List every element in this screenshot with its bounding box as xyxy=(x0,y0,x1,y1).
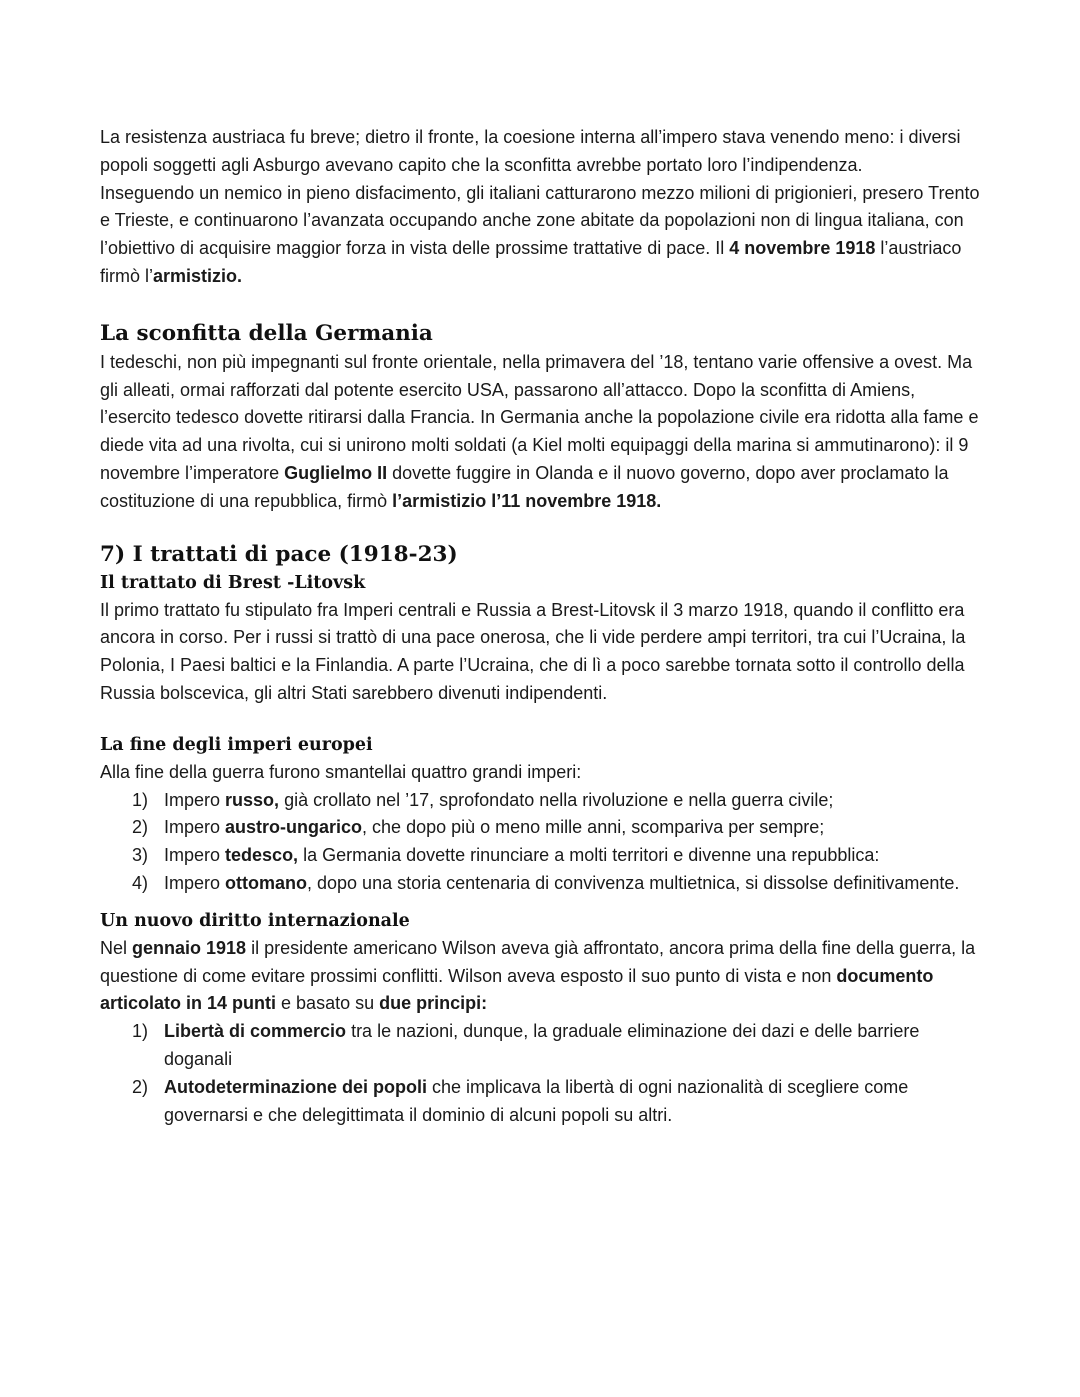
list-item: 2) Impero austro-ungarico, che dopo più o meno mille anni, scompariva per sempre; xyxy=(132,817,825,838)
list-principles xyxy=(100,1018,990,1129)
list-item: 3) Impero tedesco, la Germania dovette rinunciare a molti territori e divenne una repubblica: xyxy=(132,845,880,866)
bold-armistice-date: l’armistizio l’11 novembre 1918. xyxy=(392,490,662,511)
list-empires xyxy=(100,787,990,898)
section-heading-peace-treaties: 7) I trattati di pace (1918-23) xyxy=(100,541,458,567)
paragraph-austrian-resistance: La resistenza austriaca fu breve; dietro il fronte, la coesione interna all’impero stava venendo meno: i diversi popoli soggetti agli Asburgo avevano capito che la sconfitta avrebbe portato loro l’indipendenza. xyxy=(100,127,961,175)
list-item: 1) Impero russo, già crollato nel ’17, sprofondato nella rivoluzione e nella guerra civile; xyxy=(132,789,834,810)
paragraph-italian-advance: Inseguendo un nemico in pieno disfacimento, gli italiani catturarono mezzo milioni di prigionieri, presero Trento e Trieste, e continuarono l’avanzata occupando anche zone abitate da popolazioni non di lingua italiana, con l’obiettivo di acquisire maggior forza in vista delle prossime trattative di pace. Il 4 novembre 1918 l’austriaco firmò l’armistizio. xyxy=(100,182,980,286)
document-page xyxy=(100,124,990,1129)
subheading-end-of-empires: La fine degli imperi europei xyxy=(100,734,373,755)
paragraph-wilson: Nel gennaio 1918 il presidente americano Wilson aveva già affrontato, ancora prima della fine della guerra, la questione di come evitare prossimi conflitti. Wilson aveva esposto il suo punto di vista e non documento articolato in 14 punti e basato su due principi: xyxy=(100,937,976,1014)
list-item: 1) Libertà di commercio tra le nazioni, dunque, la graduale eliminazione dei dazi e delle barriere doganali xyxy=(132,1021,920,1069)
list-item: 2) Autodeterminazione dei popoli che implicava la libertà di ogni nazionalità di scegliere come governarsi e che delegittimata il dominio di alcuni popoli su altri. xyxy=(132,1076,909,1125)
list-item: 4) Impero ottomano, dopo una storia centenaria di convivenza multietnica, si dissolse definitivamente. xyxy=(132,872,960,893)
paragraph-germany-defeat: I tedeschi, non più impegnanti sul fronte orientale, nella primavera del ’18, tentano varie offensive a ovest. Ma gli alleati, ormai rafforzati dal potente esercito USA, passarono all’attacco. Dopo la sconfitta di Amiens, l’esercito tedesco dovette ritirarsi dalla Francia. In Germania anche la popolazione civile era ridotta alla fame e diede vita ad una rivolta, cui si unirono molti soldati (a Kiel molti equipaggi della marina si ammutinarono): il 9 novembre l’imperatore Guglielmo II dovette fuggire in Olanda e il nuovo governo, dopo aver proclamato la costituzione di una repubblica, firmò l’armistizio l’11 novembre 1918. xyxy=(100,351,979,511)
paragraph-brest-litovsk: Il primo trattato fu stipulato fra Imperi centrali e Russia a Brest-Litovsk il 3 marzo 1918, quando il conflitto era ancora in corso. Per i russi si trattò di una pace onerosa, che li vide perdere ampi territori, tra cui l’Ucraina, la Polonia, I Paesi baltici e la Finlandia. A parte l’Ucraina, che di lì a poco sarebbe tornata sotto il controllo della Russia bolscevica, gli altri Stati sarebbero divenuti indipendenti. xyxy=(100,599,966,703)
bold-wilhelm: Guglielmo II xyxy=(284,462,388,483)
section-heading-germany: La sconfitta della Germania xyxy=(100,320,433,346)
subheading-international-law: Un nuovo diritto internazionale xyxy=(100,910,410,931)
bold-armistice: armistizio. xyxy=(153,265,243,286)
subheading-brest-litovsk: Il trattato di Brest -Litovsk xyxy=(100,572,366,593)
bold-date: 4 novembre 1918 xyxy=(729,238,876,259)
paragraph-empires-intro: Alla fine della guerra furono smantellai quattro grandi imperi: xyxy=(100,761,582,782)
